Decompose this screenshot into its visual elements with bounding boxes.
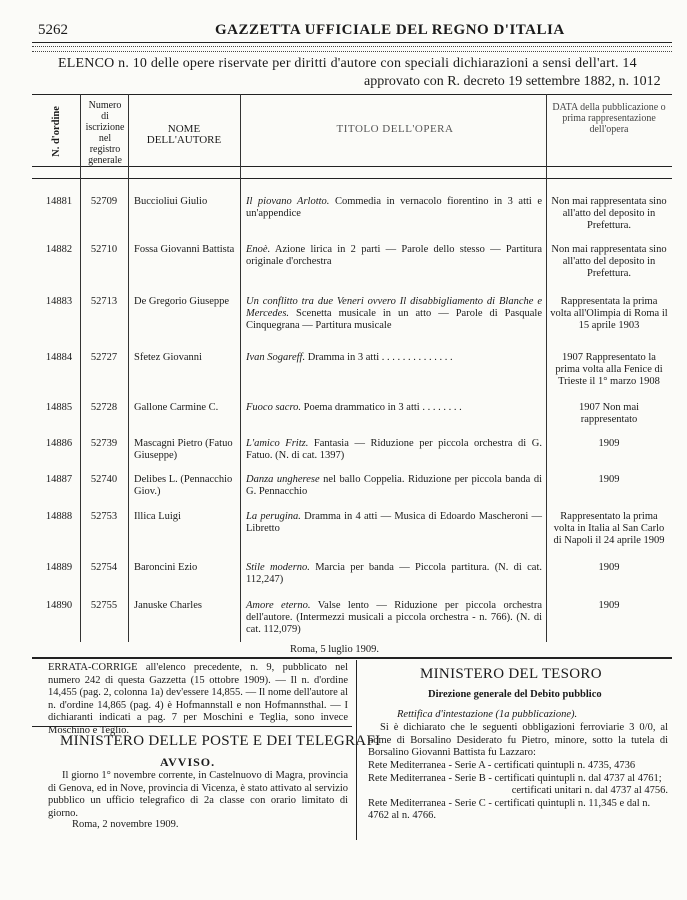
row-ordine: 14886: [45, 438, 73, 449]
row-titolo: [246, 244, 542, 268]
row-data: 1907 Rappresentato la prima volta alla Fenice di Trieste il 1° marzo 1908: [555, 352, 663, 387]
row-titolo: [246, 296, 542, 332]
col-separator: [128, 94, 129, 642]
tesoro-line: Rete Mediterranea - Serie B - certificati quintupli n. dal 4737 al 4761;: [368, 772, 662, 784]
row-titolo-italic: La perugina.: [246, 511, 301, 522]
row-iscrizione: 52709: [90, 196, 118, 207]
row-autore: Fossa Giovanni Battista: [134, 244, 235, 255]
row-autore: Gallone Carmine C.: [134, 402, 219, 413]
page-number: 5262: [38, 22, 68, 38]
row-autore: Delibes L. (Pennacchio Giov.): [134, 474, 233, 497]
row-titolo-italic: Amore eterno.: [246, 600, 311, 611]
row-iscrizione: 52727: [90, 352, 118, 363]
row-titolo: [246, 438, 542, 462]
row-autore: Buccioliui Giulio: [134, 196, 208, 207]
row-ordine: 14890: [45, 600, 73, 611]
header-data: DATA della pubblicazione o prima rappresentazione dell'opera: [552, 102, 666, 135]
row-autore: Baroncini Ezio: [134, 562, 198, 573]
header-rule: [32, 42, 672, 43]
row-iscrizione: 52753: [90, 511, 118, 522]
row-ordine: 14889: [45, 562, 73, 573]
poste-body: Il giorno 1° novembre corrente, in Castelnuovo di Magra, provincia di Genova, ed in Nove, provincia di Vicenza, è stato attivato al servizio pubblico un ufficio telegrafico di 2a classe con orario limitato di giorno.: [48, 770, 348, 819]
header-iscrizione: Numero di iscrizione nel registro generale: [85, 100, 125, 166]
row-data: Non mai rappresentata sino all'atto del deposito in Prefettura.: [551, 196, 667, 231]
row-titolo: [246, 474, 542, 498]
tesoro-line: Rete Mediterranea - Serie A - certificati quintupli n. 4735, 4736: [368, 760, 636, 771]
elenco-line-2: approvato con R. decreto 19 settembre 1882, n. 1012: [364, 74, 661, 89]
col-separator: [546, 94, 547, 642]
row-ordine: 14883: [45, 296, 73, 307]
row-titolo: [246, 352, 542, 364]
row-autore: De Gregorio Giuseppe: [134, 296, 230, 307]
row-titolo-rest: Marcia per banda — Piccola partitura. (N. di cat. 112,247): [246, 562, 542, 585]
poste-date: Roma, 2 novembre 1909.: [72, 819, 179, 830]
tesoro-line: certificati unitari n. dal 4737 al 4756.: [511, 785, 668, 796]
row-titolo: [246, 562, 542, 586]
row-titolo-italic: Danza ungherese: [246, 474, 320, 485]
row-titolo: [246, 402, 542, 414]
row-data: Rappresentata la prima volta all'Olimpia di Roma il 15 aprile 1903: [550, 296, 668, 331]
row-titolo: [246, 196, 542, 220]
row-titolo-rest: Dramma in 4 atti — Musica di Edoardo Mascheroni — Libretto: [246, 511, 542, 534]
col-separator: [240, 94, 241, 642]
row-titolo-rest: Poema drammatico in 3 atti . . . . . . . .: [301, 402, 462, 413]
poste-subtitle: AVVISO.: [160, 755, 216, 769]
row-ordine: 14885: [45, 402, 73, 413]
tesoro-subtitle: Direzione generale del Debito pubblico: [428, 689, 602, 700]
row-iscrizione: 52713: [90, 296, 118, 307]
row-titolo-rest: Scenetta musicale in un atto — Parole di Pasquale Cinquegrana — Partitura musicale: [246, 308, 542, 331]
row-titolo-italic: Enoè.: [246, 244, 271, 255]
row-autore: Januske Charles: [134, 600, 202, 611]
tesoro-line: Rete Mediterranea - Serie C - certificati quintupli n. 11,345 e dal n. 4762 al n. 4766.: [368, 797, 651, 821]
row-titolo-italic: Fuoco sacro.: [246, 402, 302, 413]
errata-corrige: ERRATA-CORRIGE all'elenco precedente, n. 9, pubblicato nel numero 242 di questa Gazzetta (15 ottobre 1909). — Il n. d'ordine 14,455 (pag. 2, colonna 1a) dev'essere 14,855. — Il nome dell'autore al n. d'ordine 14,865 (pag. 4) è Hofmannstall e non Hofmannsthal. — I dichiaranti indicati a pag. 7 per Moschini e Teglia, sono invece Moschino e Teglio.: [48, 662, 348, 736]
row-titolo: [246, 511, 542, 535]
section-rule: [32, 657, 672, 659]
decorative-border: [32, 46, 672, 52]
row-titolo-italic: Il piovano Arlotto.: [246, 196, 330, 207]
header-ordine-text: N. d'ordine: [50, 105, 62, 157]
gazette-title: GAZZETTA UFFICIALE DEL REGNO D'ITALIA: [215, 22, 565, 38]
footer-date: Roma, 5 luglio 1909.: [290, 644, 379, 655]
row-ordine: 14881: [45, 196, 73, 207]
row-titolo-italic: Stile moderno.: [246, 562, 310, 573]
header-ordine: [40, 100, 72, 162]
row-iscrizione: 52754: [90, 562, 118, 573]
row-autore: Sfetez Giovanni: [134, 352, 202, 363]
errata-rule: [32, 726, 352, 727]
row-data: 1909: [598, 474, 620, 485]
tesoro-body: Si è dichiarato che le seguenti obbligazioni ferroviarie 3 0/0, al nome di Borsalino Desiderato fu Pietro, minore, sotto la tutela di Borsalino Giovanni Battista fu Lazzaro:: [368, 722, 668, 758]
row-autore: Illica Luigi: [134, 511, 181, 522]
tesoro-lines: [368, 760, 668, 823]
row-data: 1909: [598, 438, 620, 449]
header-titolo: TITOLO DELL'OPERA: [336, 123, 454, 135]
row-titolo-rest: Azione lirica in 2 parti — Parole dello stesso — Partitura originale d'orchestra: [246, 244, 542, 267]
row-iscrizione: 52710: [90, 244, 118, 255]
row-autore: Mascagni Pietro (Fatuo Giuseppe): [134, 438, 233, 461]
row-iscrizione: 52739: [90, 438, 118, 449]
row-iscrizione: 52755: [90, 600, 118, 611]
row-titolo-italic: Ivan Sogareff.: [246, 352, 306, 363]
row-ordine: 14887: [45, 474, 73, 485]
row-titolo-italic: Un conflitto tra due Veneri ovvero Il disabbigliamento di Blanche e Mercedes.: [246, 296, 542, 319]
col-separator: [80, 94, 81, 642]
row-titolo-rest: Commedia in vernacolo fiorentino in 3 atti e un'appendice: [246, 196, 542, 219]
row-ordine: 14882: [45, 244, 73, 255]
row-data: 1909: [598, 600, 620, 611]
poste-title: MINISTERO DELLE POSTE E DEI TELEGRAFI: [60, 733, 381, 749]
row-titolo-rest: nel ballo Coppelia. Riduzione per piccola banda di G. Pennacchio: [246, 474, 542, 497]
row-iscrizione: 52728: [90, 402, 118, 413]
row-titolo-rest: Valse lento — Riduzione per piccola orchestra dell'autore. (Intermezzi musicali a piccola orchestra - n. 766). (N. di cat. 112,079): [246, 600, 542, 635]
row-data: 1907 Non mai rappresentato: [578, 402, 640, 425]
row-titolo-rest: Fantasia — Riduzione per piccola orchestra di G. Fatuo. (N. di cat. 1397): [246, 438, 542, 461]
header-autore: NOME DELL'AUTORE: [146, 123, 222, 146]
row-titolo-rest: Dramma in 3 atti . . . . . . . . . . . . . .: [305, 352, 453, 363]
row-data: Non mai rappresentata sino all'atto del deposito in Prefettura.: [551, 244, 667, 279]
row-titolo-italic: L'amico Fritz.: [246, 438, 309, 449]
tesoro-title: MINISTERO DEL TESORO: [420, 666, 602, 682]
column-divider: [356, 660, 357, 840]
row-iscrizione: 52740: [90, 474, 118, 485]
row-ordine: 14884: [45, 352, 73, 363]
row-data: 1909: [598, 562, 620, 573]
elenco-line-1: ELENCO n. 10 delle opere riservate per diritti d'autore con speciali dichiarazioni a sensi dell'art. 14: [58, 56, 637, 71]
row-data: Rappresentato la prima volta in Italia al San Carlo di Napoli il 24 aprile 1909: [553, 511, 665, 546]
row-ordine: 14888: [45, 511, 73, 522]
row-titolo: [246, 600, 542, 636]
tesoro-rettifica: Rettifica d'intestazione (1a pubblicazione).: [397, 709, 578, 720]
